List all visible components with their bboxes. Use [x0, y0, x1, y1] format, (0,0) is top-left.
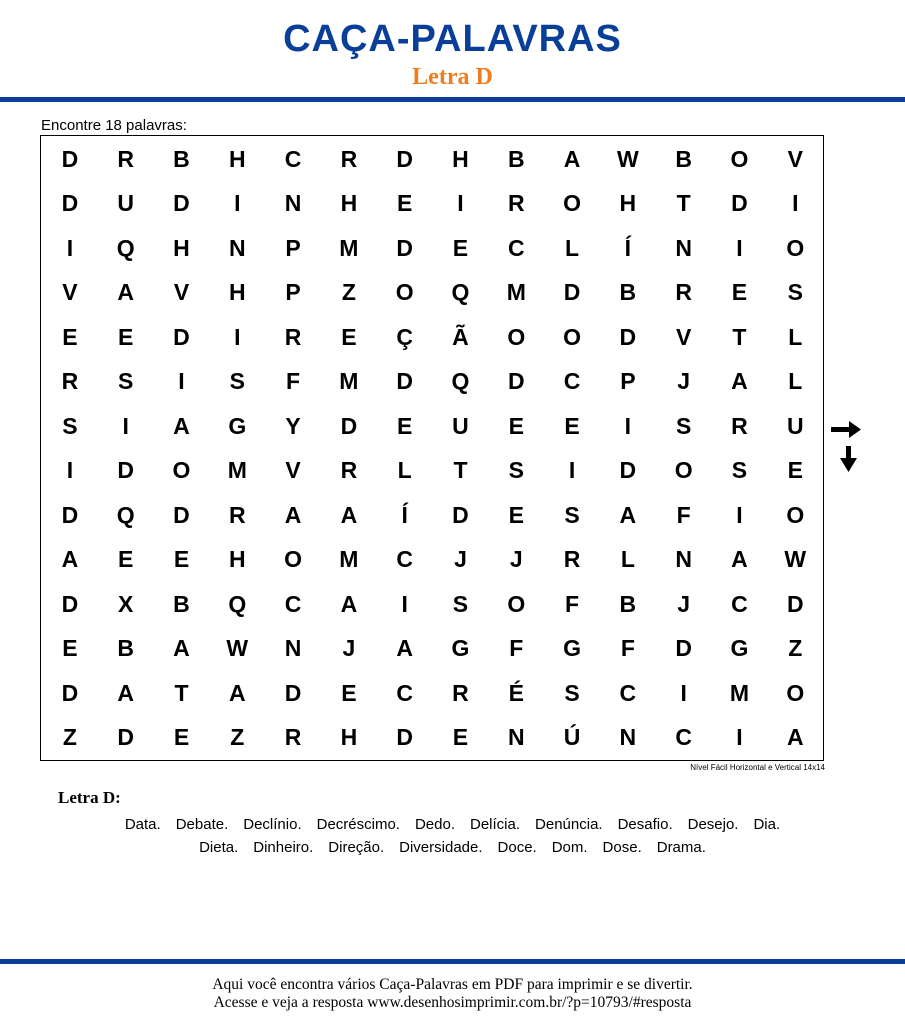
grid-letter: E [508, 412, 524, 439]
grid-letter: A [340, 501, 358, 528]
grid-letter: O [786, 234, 805, 261]
grid-letter: M [227, 457, 247, 484]
grid-letter: H [619, 190, 637, 217]
grid-letter: H [228, 546, 246, 573]
grid-letter: S [62, 412, 78, 439]
grid-letter: Q [116, 501, 135, 528]
grid-letter: D [117, 457, 134, 484]
grid-letter: M [339, 234, 359, 261]
grid-letter: É [508, 679, 524, 706]
word-list-item: Dieta. [199, 839, 239, 856]
grid-letter: C [396, 679, 413, 706]
grid-letter: N [675, 234, 692, 261]
page-title: CAÇA-PALAVRAS [283, 18, 622, 60]
grid-letter: Z [788, 635, 803, 662]
grid-letter: O [507, 590, 526, 617]
word-list-item: Decréscimo. [316, 816, 400, 833]
grid-letter: E [173, 724, 190, 751]
grid-letter: Q [228, 590, 247, 617]
grid-letter: D [284, 679, 302, 706]
word-list-item: Dinheiro. [253, 839, 314, 856]
grid-letter: D [731, 190, 748, 217]
grid-letter: V [62, 279, 78, 306]
grid-letter: I [736, 724, 743, 751]
grid-letter: S [787, 279, 803, 306]
grid-letter: Í [624, 234, 632, 261]
grid-letter: Y [285, 412, 301, 439]
grid-letter: O [284, 546, 303, 573]
grid-letter: D [117, 724, 134, 751]
grid-letter: D [507, 368, 525, 395]
grid-letter: G [228, 412, 247, 439]
grid-letter: S [452, 590, 469, 617]
grid-letter: S [564, 679, 580, 706]
level-note: Nível Fácil Horizontal e Vertical 14x14 [690, 763, 825, 772]
grid-letter: B [619, 279, 637, 306]
word-list-item: Drama. [656, 839, 706, 856]
grid-letter: H [340, 724, 358, 751]
word-search-grid [42, 137, 823, 760]
grid-letter: N [284, 635, 302, 662]
grid-letter: A [284, 501, 302, 528]
grid-letter: W [617, 145, 639, 172]
grid-letter: E [397, 412, 413, 439]
grid-letter: V [787, 145, 803, 172]
grid-letter: C [563, 368, 581, 395]
grid-letter: S [564, 501, 580, 528]
grid-letter: U [452, 412, 469, 439]
word-list-line-1 [0, 816, 905, 833]
grid-letter: Z [62, 724, 77, 751]
grid-letter: C [675, 724, 692, 751]
grid-letter: E [564, 412, 580, 439]
grid-letter: N [228, 234, 246, 261]
grid-letter: B [507, 145, 525, 172]
grid-letter: I [401, 590, 408, 617]
grid-letter: D [173, 190, 190, 217]
grid-letter: B [619, 590, 637, 617]
instruction-text: Encontre 18 palavras: [41, 117, 187, 134]
grid-letter: E [508, 501, 524, 528]
grid-letter: A [731, 546, 748, 573]
top-divider [0, 97, 905, 102]
grid-letter: U [117, 190, 134, 217]
grid-letter: R [284, 724, 302, 751]
grid-letter: T [174, 679, 189, 706]
grid-letter: A [228, 679, 246, 706]
grid-letter: D [173, 323, 190, 350]
grid-letter: S [229, 368, 245, 395]
grid-letter: M [506, 279, 526, 306]
grid-letter: Q [451, 368, 470, 395]
grid-letter: O [507, 323, 526, 350]
grid-letter: D [61, 501, 79, 528]
grid-letter: I [792, 190, 799, 217]
grid-letter: E [452, 724, 469, 751]
grid-letter: J [454, 546, 467, 573]
grid-letter: P [285, 234, 301, 261]
grid-letter: M [339, 368, 359, 395]
grid-letter: D [396, 145, 413, 172]
grid-letter: A [117, 679, 134, 706]
grid-letter: D [340, 412, 358, 439]
grid-letter: V [285, 457, 301, 484]
grid-letter: L [397, 457, 412, 484]
grid-letter: H [452, 145, 469, 172]
grid-letter: J [677, 590, 691, 617]
grid-letter: D [452, 501, 469, 528]
footer-text: Aqui você encontra vários Caça-Palavras em PDF para imprimir e se divertir. [212, 976, 693, 993]
grid-letter: R [507, 190, 525, 217]
grid-letter: R [228, 501, 246, 528]
grid-letter: I [624, 412, 632, 439]
arrow-down-icon [840, 446, 857, 472]
grid-letter: N [675, 546, 692, 573]
grid-letter: O [786, 501, 805, 528]
grid-letter: V [173, 279, 190, 306]
word-list-item: Delícia. [470, 816, 521, 833]
grid-letter: E [452, 234, 469, 261]
grid-letter: F [286, 368, 301, 395]
grid-letter: R [731, 412, 748, 439]
grid-letter: R [563, 546, 581, 573]
grid-letter: D [396, 368, 413, 395]
grid-letter: D [61, 145, 79, 172]
grid-letter: W [784, 546, 807, 573]
grid-letter: T [453, 457, 468, 484]
grid-letter: E [62, 635, 78, 662]
page-subtitle: Letra D [412, 64, 493, 90]
word-list-item: Debate. [175, 816, 229, 833]
grid-letter: F [620, 635, 635, 662]
grid-letter: F [509, 635, 524, 662]
grid-letter: M [729, 679, 750, 706]
grid-letter: I [66, 457, 74, 484]
grid-letter: D [61, 190, 79, 217]
grid-letter: Ã [452, 323, 469, 350]
grid-letter: R [340, 145, 358, 172]
grid-letter: D [396, 724, 413, 751]
grid-letter: E [173, 546, 190, 573]
grid-letter: H [173, 234, 190, 261]
grid-letter: E [397, 190, 413, 217]
word-list-item: Doce. [497, 839, 537, 856]
grid-letter: I [122, 412, 129, 439]
grid-letter: L [788, 323, 803, 350]
grid-letter: T [676, 190, 691, 217]
grid-letter: X [118, 590, 134, 617]
grid-letter: E [731, 279, 748, 306]
grid-letter: J [342, 635, 356, 662]
grid-letter: Ç [396, 323, 413, 350]
grid-letter: L [788, 368, 803, 395]
word-list-item: Data. [124, 816, 161, 833]
grid-letter: O [172, 457, 191, 484]
grid-letter: H [340, 190, 358, 217]
grid-letter: R [117, 145, 134, 172]
grid-letter: D [61, 679, 79, 706]
grid-letter: S [508, 457, 524, 484]
grid-letter: A [786, 724, 804, 751]
grid-letter: A [173, 412, 190, 439]
grid-letter: I [736, 234, 743, 261]
grid-letter: O [674, 457, 693, 484]
grid-letter: I [234, 190, 241, 217]
grid-letter: B [173, 590, 190, 617]
grid-letter: G [451, 635, 470, 662]
grid-letter: I [736, 501, 743, 528]
grid-letter: C [731, 590, 748, 617]
grid-letter: A [173, 635, 190, 662]
grid-letter: P [620, 368, 636, 395]
grid-letter: I [680, 679, 687, 706]
grid-letter: D [619, 457, 637, 484]
grid-letter: E [118, 323, 134, 350]
grid-letter: Í [401, 501, 408, 528]
grid-letter: L [565, 234, 580, 261]
grid-letter: G [730, 635, 749, 662]
grid-letter: P [285, 279, 301, 306]
grid-letter: B [675, 145, 692, 172]
grid-letter: O [786, 679, 805, 706]
grid-letter: H [228, 279, 246, 306]
grid-letter: Z [341, 279, 356, 306]
grid-letter: N [507, 724, 525, 751]
grid-letter: C [284, 145, 302, 172]
grid-letter: O [730, 145, 749, 172]
grid-letter: O [395, 279, 414, 306]
grid-letter: A [731, 368, 748, 395]
grid-letter: S [675, 412, 692, 439]
grid-letter: A [619, 501, 637, 528]
grid-letter: M [339, 546, 359, 573]
grid-letter: D [61, 590, 79, 617]
grid-letter: D [173, 501, 190, 528]
grid-letter: S [118, 368, 134, 395]
word-list-item: Dom. [551, 839, 588, 856]
grid-letter: R [452, 679, 469, 706]
grid-letter: R [340, 457, 358, 484]
grid-letter: A [563, 145, 581, 172]
grid-letter: A [61, 546, 79, 573]
grid-letter: E [118, 546, 134, 573]
grid-letter: A [117, 279, 134, 306]
grid-letter: L [620, 546, 635, 573]
grid-letter: B [117, 635, 134, 662]
grid-letter: U [786, 412, 804, 439]
grid-letter: F [565, 590, 580, 617]
word-list-line-2 [0, 839, 905, 856]
grid-letter: Z [230, 724, 245, 751]
grid-letter: E [787, 457, 803, 484]
grid-letter: C [507, 234, 525, 261]
grid-letter: N [619, 724, 637, 751]
grid-letter: J [677, 368, 691, 395]
grid-letter: J [509, 546, 523, 573]
direction-arrows [829, 420, 865, 474]
grid-letter: G [563, 635, 582, 662]
grid-letter: A [340, 590, 358, 617]
grid-letter: Ú [563, 724, 581, 751]
grid-letter: E [341, 323, 357, 350]
grid-letter: R [61, 368, 79, 395]
grid-letter: O [563, 323, 582, 350]
grid-letter: D [563, 279, 581, 306]
grid-letter: N [284, 190, 302, 217]
grid-letter: R [675, 279, 692, 306]
grid-letter: F [676, 501, 691, 528]
word-list-item: Desafio. [617, 816, 673, 833]
grid-letter: O [563, 190, 582, 217]
grid-letter: I [66, 234, 74, 261]
grid-letter: C [284, 590, 302, 617]
grid-letter: Q [116, 234, 135, 261]
grid-letter: I [234, 323, 241, 350]
word-list-item: Direção. [328, 839, 385, 856]
grid-letter: Q [451, 279, 470, 306]
grid-letter: D [675, 635, 692, 662]
grid-letter: V [675, 323, 692, 350]
footer-link-text: Acesse e veja a resposta www.desenhosimprimir.com.br/?p=10793/#resposta [213, 994, 692, 1011]
grid-letter: D [786, 590, 804, 617]
bottom-divider [0, 959, 905, 964]
grid-letter: E [341, 679, 357, 706]
word-list-item: Declínio. [243, 816, 302, 833]
grid-letter: E [62, 323, 78, 350]
word-list-item: Desejo. [687, 816, 739, 833]
word-list-item: Diversidade. [399, 839, 483, 856]
grid-letter: C [619, 679, 637, 706]
grid-letter: I [457, 190, 464, 217]
grid-letter: H [228, 145, 246, 172]
grid-letter: D [396, 234, 413, 261]
grid-letter: B [173, 145, 190, 172]
grid-letter: T [732, 323, 747, 350]
arrow-right-icon [831, 421, 861, 438]
word-list-item: Denúncia. [535, 816, 603, 833]
word-list-item: Dia. [753, 816, 781, 833]
grid-letter: R [284, 323, 302, 350]
grid-letter: D [619, 323, 637, 350]
grid-letter: A [396, 635, 413, 662]
grid-letter: C [396, 546, 413, 573]
word-list-heading: Letra D: [58, 788, 121, 807]
grid-letter: S [731, 457, 748, 484]
grid-letter: I [178, 368, 185, 395]
grid-letter: I [568, 457, 576, 484]
word-list-item: Dose. [602, 839, 642, 856]
word-list-item: Dedo. [414, 816, 455, 833]
grid-letter: W [226, 635, 249, 662]
